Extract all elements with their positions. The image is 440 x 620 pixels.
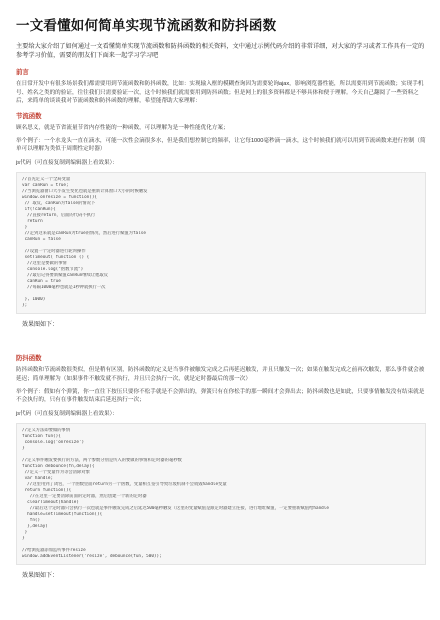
code-line: //最后这个定时器只会执行一次也就是事件触发完成之后延迟500毫秒触发（这里的变量赋值是跟定时器建立连接，进行地址赋值，一定要重新赋值给handle bbox=[22, 506, 329, 512]
code-line: //每隔1000毫秒也就是1秒钟就执行一次 bbox=[22, 285, 106, 291]
code-line: window.addEventListener('resize', debounce(fun, 500)); bbox=[22, 554, 162, 560]
throttle-definition: 顾名思义，就是节省流量节省内存性能的一种函数，可以理解为是一种性能优化方案； bbox=[16, 124, 229, 131]
code-line: // 取反，canRun为false的情况下 bbox=[22, 201, 96, 207]
code-line: //直接return，后面的代码不执行 bbox=[22, 213, 96, 219]
code-line: clearTimeout(handle) bbox=[22, 500, 79, 506]
code-line: function fun(){ bbox=[22, 434, 61, 440]
debounce-definition: 防抖函数和节流函数很类似，但是稍有区别，防抖函数的定义是当事件被触发完成之后再延迟触发，并且只触发一次；如果在触发完成之前再次触发，那么事件就会被延迟；简单理解为（如果事件不触发就不执行，并且只会执行一次，就是定时器最后的那一次） bbox=[16, 367, 425, 382]
code-line: //这里用到了闭包，一个函数里面return另一个函数，变量相互签引导致垃圾机制不会销毁handle变量 bbox=[22, 482, 227, 488]
code-line: //当浏览器窗口大小发生变化也就是重新计算窗口大小的时候触发 bbox=[22, 189, 148, 195]
code-line: },delay) bbox=[22, 524, 48, 530]
code-line: //走到这来就是canRun为true的情况，然后进行赋值为false bbox=[22, 231, 146, 237]
debounce-code-label: js代码（可直接复制到编辑器上看效果）： bbox=[16, 410, 118, 417]
code-line: function debounce(fn,delay){ bbox=[22, 464, 95, 470]
code-line: var canRun = true; bbox=[22, 183, 69, 189]
code-line: //首先定义一个全局变量 bbox=[22, 177, 71, 183]
code-line: console.log('onresize') bbox=[22, 440, 85, 446]
code-line: canRun = true bbox=[22, 279, 61, 285]
code-line: fn() bbox=[22, 518, 41, 524]
code-line: } bbox=[22, 225, 28, 231]
code-line: } bbox=[22, 536, 25, 542]
code-line: } bbox=[22, 446, 25, 452]
section-heading-throttle: 节流函数 bbox=[16, 112, 42, 120]
code-line: setTimeout( function () { bbox=[22, 255, 90, 261]
throttle-code-label: js代码（可直接复制到编辑器上看效果）： bbox=[16, 159, 118, 166]
code-line: }; bbox=[22, 303, 28, 309]
code-line: console.log("函数节流") bbox=[22, 267, 84, 273]
page-title: 一文看懂如何简单实现节流函数和防抖函数 bbox=[16, 18, 277, 33]
debounce-example: 举个例子：假如有个弹簧，你一直往下按压只要你不松手就是不会弹出的，弹簧只有在你松手的那一瞬间才会弹出去；防抖函数也是如此，只要事情触发没有结束就是不会执行的，只有在事件触发结束后延迟执行一次； bbox=[16, 389, 425, 404]
debounce-code-block[interactable] bbox=[16, 423, 426, 565]
code-line: }, 1000) bbox=[22, 297, 46, 303]
code-line: //定义方法即要做的事情 bbox=[22, 428, 71, 434]
code-line: canRun = false bbox=[22, 237, 61, 243]
section-heading-debounce: 防抖函数 bbox=[16, 355, 42, 363]
debounce-result-label: 效果图如下： bbox=[22, 573, 59, 580]
code-line: //这里是要做的事情 bbox=[22, 261, 67, 267]
code-line: handle=setTimeout(function(){ bbox=[22, 512, 103, 518]
code-line: return bbox=[22, 219, 43, 225]
section-heading-preface: 前言 bbox=[16, 69, 29, 77]
code-line: if(!canRun){ bbox=[22, 207, 56, 213]
code-line: //定义一个变量作为等会清除对象 bbox=[22, 470, 90, 476]
code-line: //设置一个定时器进行轮询操作 bbox=[22, 249, 86, 255]
code-line: return function(){ bbox=[22, 488, 72, 494]
code-line: //在这里一定要清除前面的定时器，然后创建一个新的定时器 bbox=[22, 494, 147, 500]
intro-paragraph: 主要给大家介绍了如何通过一文看懂简单实现节流函数和防抖函数的相关资料，文中通过示例代码介绍的非常详细，对大家的学习或者工作具有一定的参考学习价值，需要的朋友们下面来一起学习学习吧 bbox=[16, 43, 425, 60]
article bbox=[16, 14, 426, 582]
code-line: } bbox=[22, 530, 28, 536]
code-line: //定义事件触发要执行的方法，两个参数分别是传入的要做的事情和定时器的毫秒数 bbox=[22, 458, 182, 464]
code-line: //最后记得要新赋值canRun继续让他取反 bbox=[22, 273, 109, 279]
throttle-example: 举个例子：一个水龙头一直在滴水，可能一次性会滴很多水，但是我们想控制它的频率，让它每1000毫秒滴一滴水，这个时候我们就可以用到节流函数来进行控制（简单可以理解为类似于周期性定时器） bbox=[16, 138, 426, 153]
preface-paragraph: 在日常开发中有很多场景我们都需要用到节流函数和防抖函数，比如：实现输入框的模糊查询因为需要轮询ajax，影响浏览器性能，所以需要用到节流函数；实现手机号、姓名之类的的验证，往往我们只需要验证一次，这个时候我们就需要用到防抖函数；但是网上的很多资料都是不够具体和便于理解。今天自己翻阅了一些资料之后，来简单的谈谈我对节流函数和防抖函数的理解，希望能帮助大家理解： bbox=[16, 81, 424, 105]
code-line: window.onresize = function(){ bbox=[22, 195, 98, 201]
code-line: //给浏览器添加监听事件resize bbox=[22, 548, 86, 554]
throttle-result-label: 效果图如下： bbox=[22, 322, 59, 329]
code-line: var handle; bbox=[22, 476, 54, 482]
throttle-code-block[interactable] bbox=[16, 172, 426, 314]
